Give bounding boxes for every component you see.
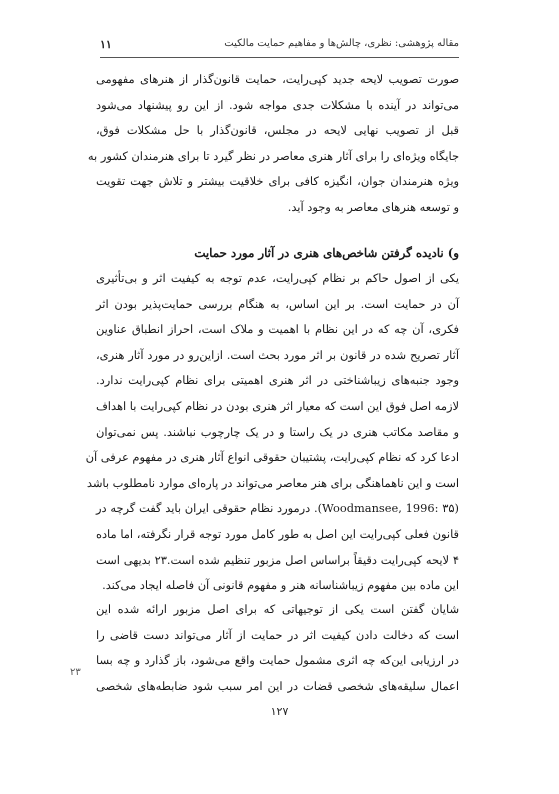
section-heading: و) نادیده گرفتن شاخص‌های هنری در آثار مورد حمایت <box>194 246 459 260</box>
text-line: (Woodmansee, 1996: ۳۵). درمورد نظام حقوقی ایران باید گفت گرچه در <box>96 501 459 516</box>
page-number: ۱۲۷ <box>270 705 289 718</box>
text-line: و مقاصد مکاتب هنری در یک راستا و در یک چارچوب نباشند. پس نمی‌توان <box>96 424 459 439</box>
text-line: قبل از تصویب نهایی لایحه در مجلس، قانون‌گذار با حل مشکلات فوق، <box>96 123 459 138</box>
text-line: می‌تواند در آینده با مشکلات جدی مواجه شود. از این رو پیشنهاد می‌شود <box>96 97 459 112</box>
text-line: قانون فعلی کپی‌رایت این اصل به طور کامل مورد توجه قرار نگرفته، اما ماده <box>96 526 459 541</box>
text-line: شایان گفتن است یکی از توجیهاتی که برای اصل مزبور ارائه شده این <box>96 602 459 616</box>
text-line: ویژه هنرمندان جوان، انگیزه کافی برای خلاقیت بیشتر و تلاش جهت تقویت <box>96 174 459 189</box>
paragraph-1 <box>87 67 459 221</box>
running-header <box>100 36 459 58</box>
paragraph-2 <box>85 266 459 599</box>
paragraph-3 <box>96 597 459 699</box>
text-line: است که دخالت دادن کیفیت اثر در حمایت از آثار می‌تواند دست قاضی را <box>96 627 459 642</box>
text-line: صورت تصویب لایحه جدید کپی‌رایت، حمایت قانون‌گذار از هنرهای مفهومی <box>96 72 459 86</box>
text-line: ۴ لایحه کپی‌رایت دقیقاً براساس اصل مزبور تنظیم شده است.۲۳ بدیهی است <box>96 552 459 567</box>
text-line: است و این ناهماهنگی برای هنر معاصر می‌تواند در پاره‌ای موارد نامطلوب باشد <box>86 475 459 490</box>
header-page-number: ۱۱ <box>100 38 112 51</box>
text-line: یکی از اصول حاکم بر نظام کپی‌رایت، عدم توجه به کیفیت اثر و بی‌تأثیری <box>96 271 459 285</box>
text-line: وجود جنبه‌های زیباشناختی در اثر هنری اهمیتی برای نظام کپی‌رایت ندارد. <box>96 373 459 388</box>
text-line: لازمه اصل فوق این است که معیار اثر هنری بودن در نظام کپی‌رایت با اهداف <box>96 398 459 413</box>
header-rule <box>100 57 459 58</box>
text-line: و توسعه هنرهای معاصر به وجود آید. <box>287 199 459 214</box>
text-line: این ماده بین مفهوم زیباشناسانه هنر و مفهوم قانونی آن فاصله ایجاد می‌کند. <box>102 578 459 593</box>
text-line: اعمال سلیقه‌های شخصی قضات در این امر سبب شود ضابطه‌های شخصی <box>96 678 459 693</box>
margin-footnote-mark: ۲۳ <box>70 667 81 678</box>
text-line: جایگاه ویژه‌ای را برای آثار هنری معاصر در نظر گیرد تا برای هنرمندان کشور به <box>87 148 459 163</box>
text-line: آن در حمایت است. بر این اساس، به هنگام بررسی حمایت‌پذیر بودن اثر <box>96 296 459 311</box>
text-line: آثار تصریح شده در قانون بر اثر مورد بحث است. ازاین‌رو در مورد آثار هنری، <box>96 347 459 362</box>
text-line: در ارزیابی این‌که چه اثری مشمول حمایت واقع می‌شود، باز گذارد و چه بسا <box>96 653 459 668</box>
header-title: مقاله پژوهشی: نظری، چالش‌ها و مفاهیم حمایت مالکیت <box>224 38 459 49</box>
text-line: ادعا کرد که نظام کپی‌رایت، پشتیبان حقوقی انواع آثار هنری در مفهوم عرفی آن <box>85 450 459 465</box>
text-line: فکری، آن چه که در این نظام با اهمیت و ملاک است، احراز انطباق عناوین <box>96 322 459 337</box>
